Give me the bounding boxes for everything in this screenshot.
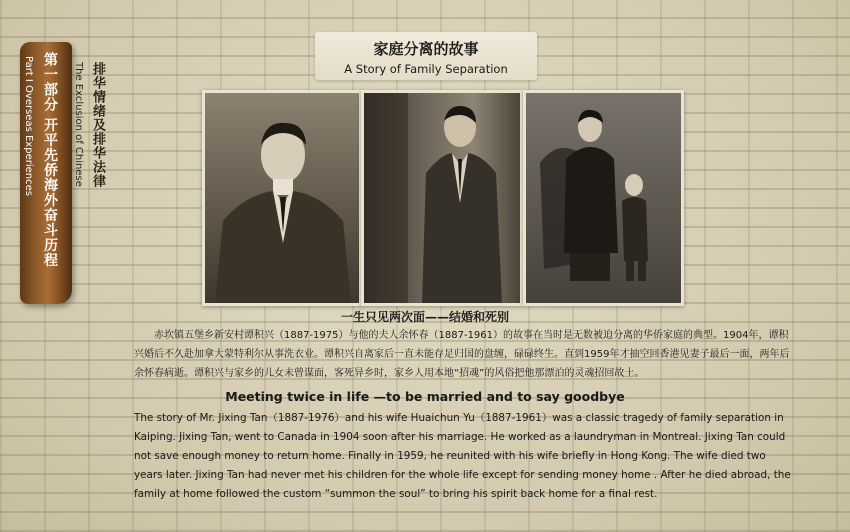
part-title-en: Part I Overseas Experiences: [23, 56, 34, 196]
subtitle-cn: 一生只见两次面——结婚和死别: [340, 310, 509, 324]
page-title-en: A Story of Family Separation: [344, 62, 508, 76]
subtitle-en: Meeting twice in life —to be married and to say goodbye: [225, 389, 625, 404]
photo-portrait-young-man: [202, 90, 362, 306]
chapter-title-en: The Exclusion of Chinese: [73, 62, 84, 187]
photo-woman-and-child: [523, 90, 684, 306]
chapter-title-cn: 排华情绪及排华法律: [90, 62, 105, 188]
part-title-cn: 第一部分 开平先侨海外奋斗历程: [42, 52, 58, 268]
body-text-cn: 赤坎镇五堡乡新安村谭积兴（1887-1975）与他的夫人余怀春（1887-1961）的故事在当时是无数被迫分离的华侨家庭的典型。1904年，谭积兴婚后不久赴加拿大蒙特利尔从事洗衣业。谭积兴自离家后一直未能存足归国的盘缠，碌碌终生。直到1959年才抽空回香港见妻子最后一面，两年后余怀春病逝。谭积兴与家乡的儿女未曾谋面，客死异乡时，家乡人用本地“招魂”的风俗把他那漂泊的灵魂招回故土。: [134, 330, 790, 379]
title-banner: [315, 32, 537, 80]
photo-standing-man: [361, 90, 523, 306]
page-title-cn: 家庭分离的故事: [373, 40, 479, 58]
body-text-en: The story of Mr. Jixing Tan（1887-1976）and his wife Huaichun Yu（1887-1961）was a classic tragedy of family separation in Kaiping. Jixing Tan, went to Canada in 1904 soon after his marriage. He worked as a laundryman in Montreal. Jixing Tan could not save enough money to return home. Finally in 1959, he reunited with his wife briefly in Hong Kong. The wife died two years later. Jixing Tan had never met his children for the whole life except for sending money home . After he died abroad, the family at home followed the custom “summon the soul” to bring his spirit back home for a final rest.: [134, 412, 791, 500]
